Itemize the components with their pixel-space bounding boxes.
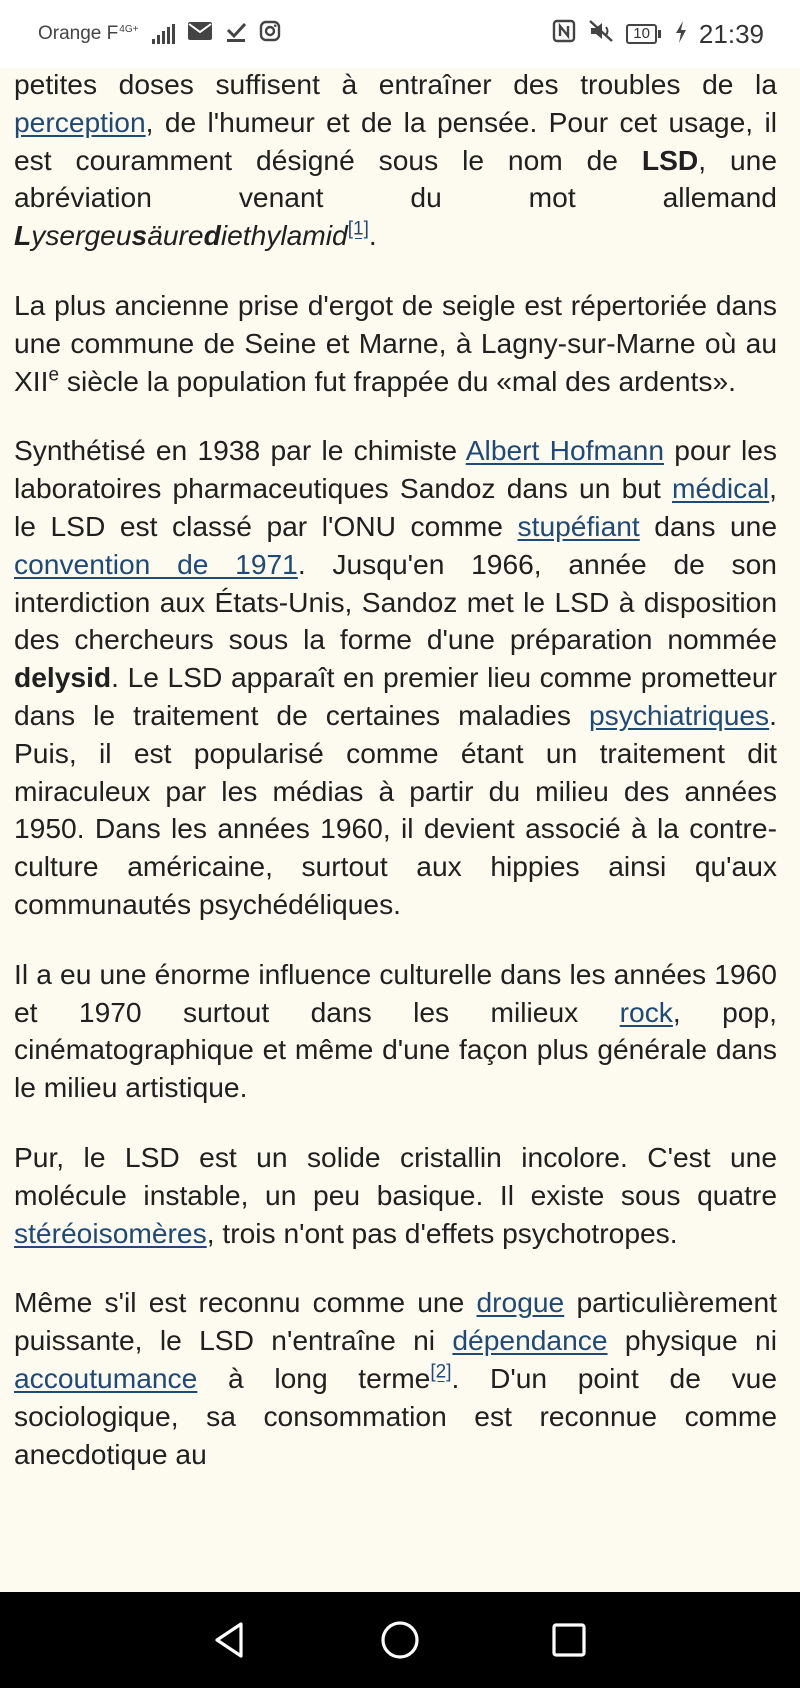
text-span: , de l'humeur et de la pensée. Pour cet usage, il est couramment désigné sous le nom de xyxy=(14,105,777,176)
paragraph-synthesis xyxy=(14,432,777,923)
reference-2 xyxy=(430,1362,451,1383)
link-albert-hofmann[interactable]: Albert Hofmann xyxy=(465,434,665,467)
paragraph-lsd-intro xyxy=(14,66,777,255)
text-span: Il a eu une énorme influence culturelle dans les années 1960 et 1970 surtout dans les milieux xyxy=(14,957,777,1028)
navigation-bar xyxy=(0,1592,800,1688)
german-word xyxy=(14,219,348,251)
signal-icon xyxy=(152,24,175,44)
link-rock[interactable]: rock xyxy=(619,995,673,1028)
link-accoutumance[interactable]: accoutumance xyxy=(14,1361,198,1394)
text-span: siècle la population fut frappée du «mal des ardents». xyxy=(59,364,736,397)
text-span: . D'un point de vue sociologique, sa consommation est reconnue comme anecdotique au xyxy=(14,1361,777,1470)
text-span: pour les laboratoires pharmaceutiques Sandoz dans un but xyxy=(14,434,777,505)
link-drogue[interactable]: drogue xyxy=(476,1286,565,1319)
status-bar xyxy=(0,0,800,68)
text-span: dans une xyxy=(639,509,777,542)
recents-icon xyxy=(551,1622,587,1658)
text-span: Même s'il est reconnu comme une xyxy=(14,1286,477,1319)
paragraph-chemistry xyxy=(14,1139,777,1252)
text-span: à long terme xyxy=(197,1361,431,1394)
delysid-bold: delysid xyxy=(14,661,112,694)
link-medical[interactable]: médical xyxy=(672,472,770,505)
battery-icon xyxy=(626,24,661,44)
charging-icon xyxy=(675,21,687,48)
text-span: . xyxy=(368,219,377,252)
text-span: Pur, le LSD est un solide cristallin incolore. C'est une molécule instable, un peu basique. Il existe sous quatre xyxy=(14,1140,777,1211)
paragraph-dependence xyxy=(14,1284,777,1473)
text-span: petites doses suffisent à entraîner des troubles de la xyxy=(14,68,777,100)
paragraph-ergot-history xyxy=(14,287,777,400)
link-perception[interactable]: perception xyxy=(14,105,146,138)
nfc-icon xyxy=(552,19,576,49)
text-span: Synthétisé en 1938 par le chimiste xyxy=(14,434,466,467)
german-part: iethylamid xyxy=(220,219,348,252)
lsd-bold: LSD xyxy=(641,143,699,176)
paragraph-cultural-influence xyxy=(14,956,777,1107)
link-convention-1971[interactable]: convention de 1971 xyxy=(14,547,298,580)
home-button[interactable] xyxy=(368,1608,432,1672)
recents-button[interactable] xyxy=(537,1608,601,1672)
text-span: , le LSD est classé par l'ONU comme xyxy=(14,472,777,542)
reference-1 xyxy=(348,219,369,240)
text-span: physique ni xyxy=(607,1324,777,1357)
german-letter-d: d xyxy=(203,219,221,252)
battery-level: 10 xyxy=(626,24,657,44)
clock: 21:39 xyxy=(698,18,764,49)
text-span: . Jusqu'en 1966, année de son interdiction aux États-Unis, Sandoz met le LSD à disposition des chercheurs sous la forme d'une préparation nommée xyxy=(14,547,777,656)
text-span: . Le LSD apparaît en premier lieu comme prometteur dans le traitement de certaines maladies xyxy=(14,661,777,731)
text-span: , trois n'ont pas d'effets psychotropes. xyxy=(206,1216,678,1249)
text-span: , pop, cinématographique et même d'une façon plus générale dans le milieu artistique. xyxy=(14,995,777,1104)
german-part: ysergeu xyxy=(31,219,132,252)
superscript-e: e xyxy=(48,364,60,386)
text-span: particulièrement puissante, le LSD n'entraîne ni xyxy=(14,1286,777,1357)
german-letter-l: L xyxy=(14,219,32,252)
german-part: äure xyxy=(147,219,204,252)
link-psychiatriques[interactable]: psychiatriques xyxy=(588,698,770,731)
reference-link-1[interactable]: [1] xyxy=(347,218,369,240)
network-type: 4G+ xyxy=(119,23,139,35)
back-icon xyxy=(211,1620,251,1660)
text-span: . Puis, il est popularisé comme étant un traitement dit miraculeux par les médias à partir du milieu des années 1950. Dans les années 1960, il devient associé à la contre-culture américaine, surtout aux hippies ainsi qu'aux communautés psychédéliques. xyxy=(14,698,777,920)
mute-icon xyxy=(588,19,614,49)
link-stupefiant[interactable]: stupéfiant xyxy=(517,509,640,542)
link-dependance[interactable]: dépendance xyxy=(452,1324,608,1357)
download-done-icon xyxy=(225,20,247,48)
link-stereoisomeres[interactable]: stéréoisomères xyxy=(14,1216,207,1249)
carrier-group xyxy=(38,23,138,45)
status-right xyxy=(552,19,764,50)
reference-link-2[interactable]: [2] xyxy=(430,1361,452,1383)
text-span: , une abréviation venant du mot allemand xyxy=(14,143,777,214)
home-icon xyxy=(379,1619,421,1661)
text-span: La plus ancienne prise d'ergot de seigle est répertoriée dans une commune de Seine et Marne, à Lagny-sur-Marne où au XII xyxy=(14,288,777,397)
status-left xyxy=(38,20,281,48)
article-body xyxy=(14,66,777,1592)
german-letter-s: s xyxy=(131,219,148,252)
carrier-name: Orange F xyxy=(38,23,119,44)
instagram-icon xyxy=(259,20,281,48)
mail-icon xyxy=(187,21,213,47)
back-button[interactable] xyxy=(199,1608,263,1672)
